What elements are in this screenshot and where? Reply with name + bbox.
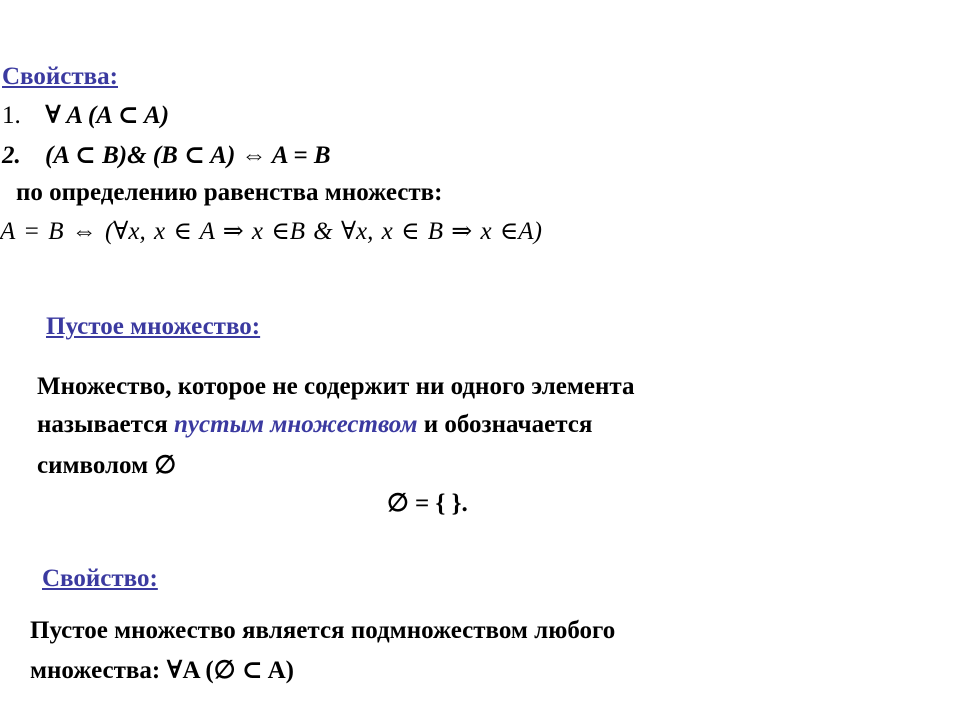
- empty-set-definition-line-2: [37, 411, 592, 439]
- empty-set-formula: ∅ = { }.: [387, 490, 468, 517]
- empty-set-definition-line-1: Множество, которое не содержит ни одного элемента: [37, 373, 635, 400]
- property-statement-line-2: множества: ∀A (∅ ⊂ A): [30, 657, 294, 684]
- empty-set-line-2-start: называется: [37, 411, 175, 438]
- definition-note: по определению равенства множеств:: [16, 179, 443, 206]
- definition-formula: A = B ⇔ (∀x, x ∈ A ⇒ x ∈B & ∀x, x ∈ B ⇒ x ∈A): [0, 218, 542, 245]
- property-heading: Свойство:: [42, 565, 158, 592]
- property-item-2-formula: (A ⊂ B)& (B ⊂ A) ⇔ A = B: [45, 142, 331, 169]
- empty-set-definition-line-3: символом ∅: [37, 452, 177, 479]
- properties-heading: Свойства:: [2, 63, 118, 90]
- empty-set-line-2-end: и обозначается: [417, 411, 593, 438]
- property-item-1-formula: ∀ A (A ⊂ A): [45, 102, 170, 129]
- property-item-2-number: 2.: [2, 142, 21, 169]
- property-item-1: [2, 100, 169, 130]
- property-item-2: [2, 140, 331, 170]
- empty-set-heading: Пустое множество:: [46, 313, 261, 340]
- empty-set-term: пустым множеством: [174, 411, 418, 438]
- property-statement-line-1: Пустое множество является подмножеством любого: [30, 617, 616, 644]
- property-item-1-number: 1.: [2, 102, 21, 129]
